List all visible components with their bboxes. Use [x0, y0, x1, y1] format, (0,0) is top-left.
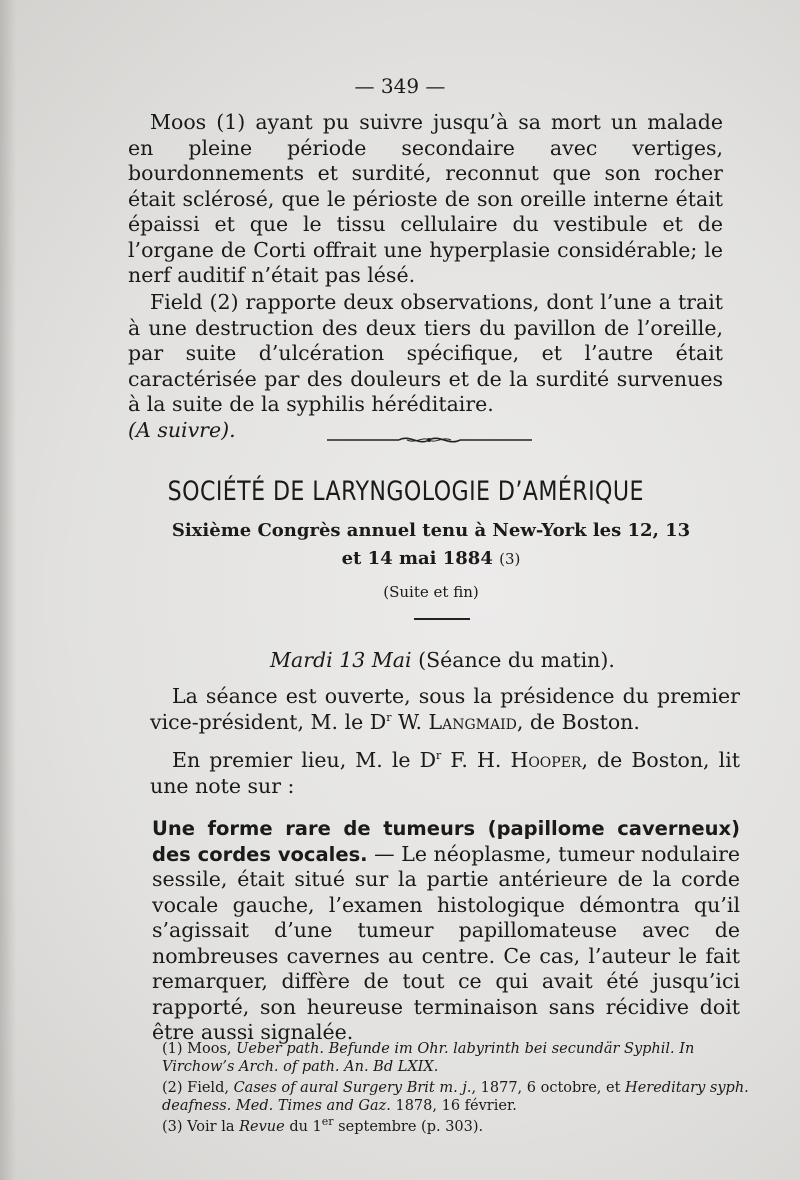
tumor-text: — Le néoplasme, tumeur nodulaire sessile, était situé sur la partie antérieure de la corde vocale gauche, l’examen histologique démontra qu’il s’agissait d’une tumeur papillomateuse avec de nombreuses cavernes au centre. Ce cas, l’auteur le fait remarquer, diffère de tout ce qui avait été jusqu’ici rapporté, son heureuse terminaison sans récidive doit être aussi signalée.: [152, 841, 741, 1044]
opening-initials: W.: [391, 709, 429, 734]
paragraph-tumor: [152, 816, 740, 1046]
opening-text: La séance est ouverte, sous la présidence du premier vice-président, M. le D: [150, 684, 740, 734]
paragraph-field: [128, 290, 723, 443]
footnote-1: (1) Moos, Ueber path. Befunde im Ohr. labyrinth bei secundär Syphil. In Virchow’s Arch. of path. An. Bd LXIX.: [162, 1041, 695, 1075]
a-suivre: (A suivre).: [128, 417, 236, 442]
session-label: (Séance du matin).: [418, 648, 615, 672]
hooper-sup: r: [436, 749, 442, 763]
congress-footnote-ref: (3): [499, 550, 521, 568]
hooper-text: En premier lieu, M. le D: [172, 748, 437, 772]
tumor-heading: Une forme rare de tumeurs (papillome caverneux) des cordes vocales.: [152, 817, 740, 866]
opening-sup: r: [386, 710, 392, 724]
opening-text-end: , de Boston.: [516, 709, 640, 734]
suite-et-fin: (Suite et fin): [383, 583, 479, 601]
page-number: — 349 —: [354, 74, 446, 98]
footnote-3: (3) Voir la Revue du 1er septembre (p. 303).: [162, 1115, 484, 1135]
congress-line-2: [0, 548, 800, 569]
hooper-name: Hooper: [510, 748, 582, 772]
paragraph-hooper: [150, 748, 740, 799]
society-title: SOCIÉTÉ DE LARYNGOLOGIE D’AMÉRIQUE: [167, 476, 644, 507]
session-day: Mardi 13 Mai: [270, 648, 412, 672]
ornamental-divider: [327, 432, 532, 448]
short-rule: [414, 618, 470, 620]
president-name: Langmaid: [428, 709, 517, 734]
paragraph-field-text: Field (2) rapporte deux observations, dont l’une a trait à une destruction des deux tiers du pavillon de l’oreille, par suite d’ulcération spécifique, et l’autre était caractérisée par des douleurs et de la surdité survenues à la suite de la syphilis héréditaire.: [128, 290, 723, 416]
hooper-initials: F. H.: [441, 748, 511, 772]
congress-line-1: Sixième Congrès annuel tenu à New-York les 12, 13: [171, 520, 691, 541]
footnotes: [162, 1040, 752, 1139]
paragraph-moos-text: Moos (1) ayant pu suivre jusqu’à sa mort un malade en pleine période secondaire avec vertiges, bourdonnements et surdité, reconnut que son rocher était sclérosé, que le périoste de son oreille interne était épaissi et que le tissu cellulaire du vestibule et de l’organe de Corti offrait une hyperplasie considérable; le nerf auditif n’était pas lésé.: [128, 110, 723, 287]
paragraph-moos: [128, 110, 723, 289]
hooper-text-end: , de Boston, lit une note sur :: [150, 748, 740, 798]
congress-line-2-text: et 14 mai 1884: [341, 548, 493, 569]
session-heading: [270, 648, 615, 672]
paragraph-opening: [150, 684, 740, 735]
footnote-2: (2) Field, Cases of aural Surgery Brit m. j., 1877, 6 octobre, et Hereditary syph. deafness. Med. Times and Gaz. 1878, 16 février.: [162, 1080, 749, 1114]
